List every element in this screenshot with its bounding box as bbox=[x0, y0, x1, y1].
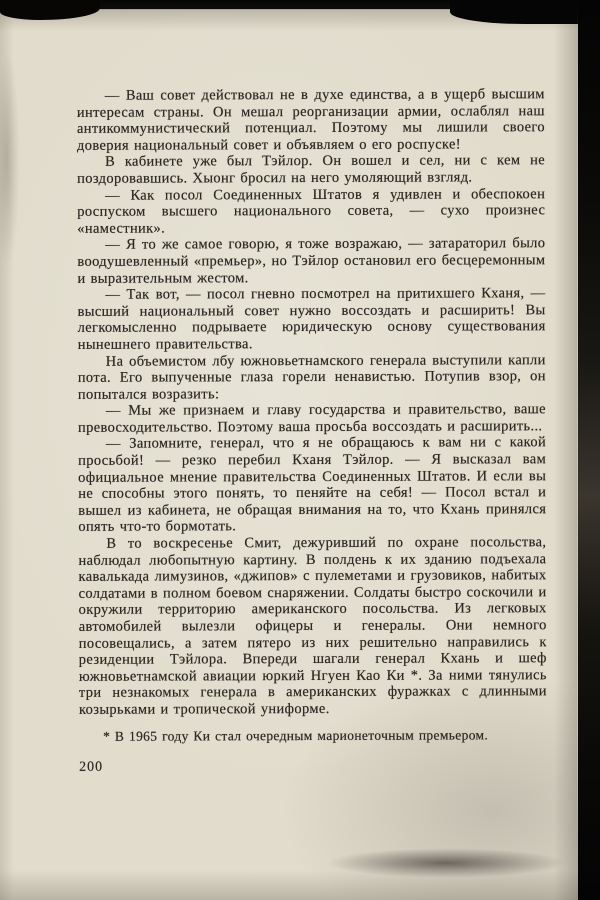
paragraph-5: — Так вот, — посол гневно посмотрел на притихшего Кханя, — высший национальный совет нужно воссоздать и расширить! Вы легкомысленно подрываете юридическую основу существования нынешнего правительства. bbox=[77, 285, 546, 353]
paragraph-2: В кабинете уже был Тэйлор. Он вошел и сел, ни с кем не поздоровавшись. Хыонг бросил на него умоляющий взгляд. bbox=[77, 152, 546, 187]
footnote: * В 1965 году Ки стал очередным марионеточным премьером. bbox=[103, 726, 489, 744]
paragraph-1: — Ваш совет действовал не в духе единства, а в ущерб высшим интересам страны. Он мешал реорганизации армии, ослаблял наш антикоммунистический потенциал. Поэтому мы лишили своего доверия национальный совет и объявляем о его роспуске! bbox=[76, 86, 545, 154]
paragraph-9: В то воскресенье Смит, дежуривший по охране посольства, наблюдал любопытную картину. В полдень к их зданию подъехала кавалькада лимузинов, «джипов» с пулеметами и грузовиков, набитых солдатами в полном боевом снаряжении. Солдаты быстро соскочили и окружили территорию американского посольства. Из легковых автомобилей вылезли офицеры и генералы. Они немного посовещались, а затем пятеро из них решительно направились к резиденции Тэйлора. Впереди шагали генерал Кхань и шеф южновьетнамской авиации юркий Нгуен Као Ки *. За ними тянулись три незнакомых генерала в американских фуражках с длинными козырьками и тропической униформе. bbox=[78, 534, 547, 718]
paragraph-3: — Как посол Соединенных Штатов я удивлен и обеспокоен роспуском высшего национального совета, — сухо произнес «наместник». bbox=[77, 185, 546, 237]
paragraph-7: — Мы же признаем и главу государства и правительство, ваше превосходительство. Поэтому ваша просьба воссоздать и расширить... bbox=[77, 401, 546, 436]
paragraph-8: — Запомните, генерал, что я не обращаюсь к вам ни с какой просьбой! — резко перебил Кханя Тэйлор. — Я высказал вам официальное мнение правительства Соединенных Штатов. И если вы не способны этого понять, то пеняйте на себя! — Посол встал и вышел из кабинета, не обращая внимания на то, что Кхань принялся опять что-то бормотать. bbox=[78, 434, 547, 536]
scan-smudge-left bbox=[0, 49, 20, 269]
book-page bbox=[0, 9, 580, 900]
page-number: 200 bbox=[79, 759, 104, 775]
scan-smudge-bottom-right bbox=[326, 848, 566, 878]
paragraph-4: — Я то же самое говорю, я тоже возражаю, — затараторил было воодушевленный «премьер», но Тэйлор остановил его бесцеремонным и выразительным жестом. bbox=[77, 235, 546, 287]
scan-edge-right bbox=[578, 0, 600, 900]
paragraph-6: На объемистом лбу южновьетнамского генерала выступили капли пота. Его выпученные глаза горели ненавистью. Потупив взор, он попытался возразить: bbox=[77, 351, 546, 403]
page-text bbox=[77, 86, 547, 776]
